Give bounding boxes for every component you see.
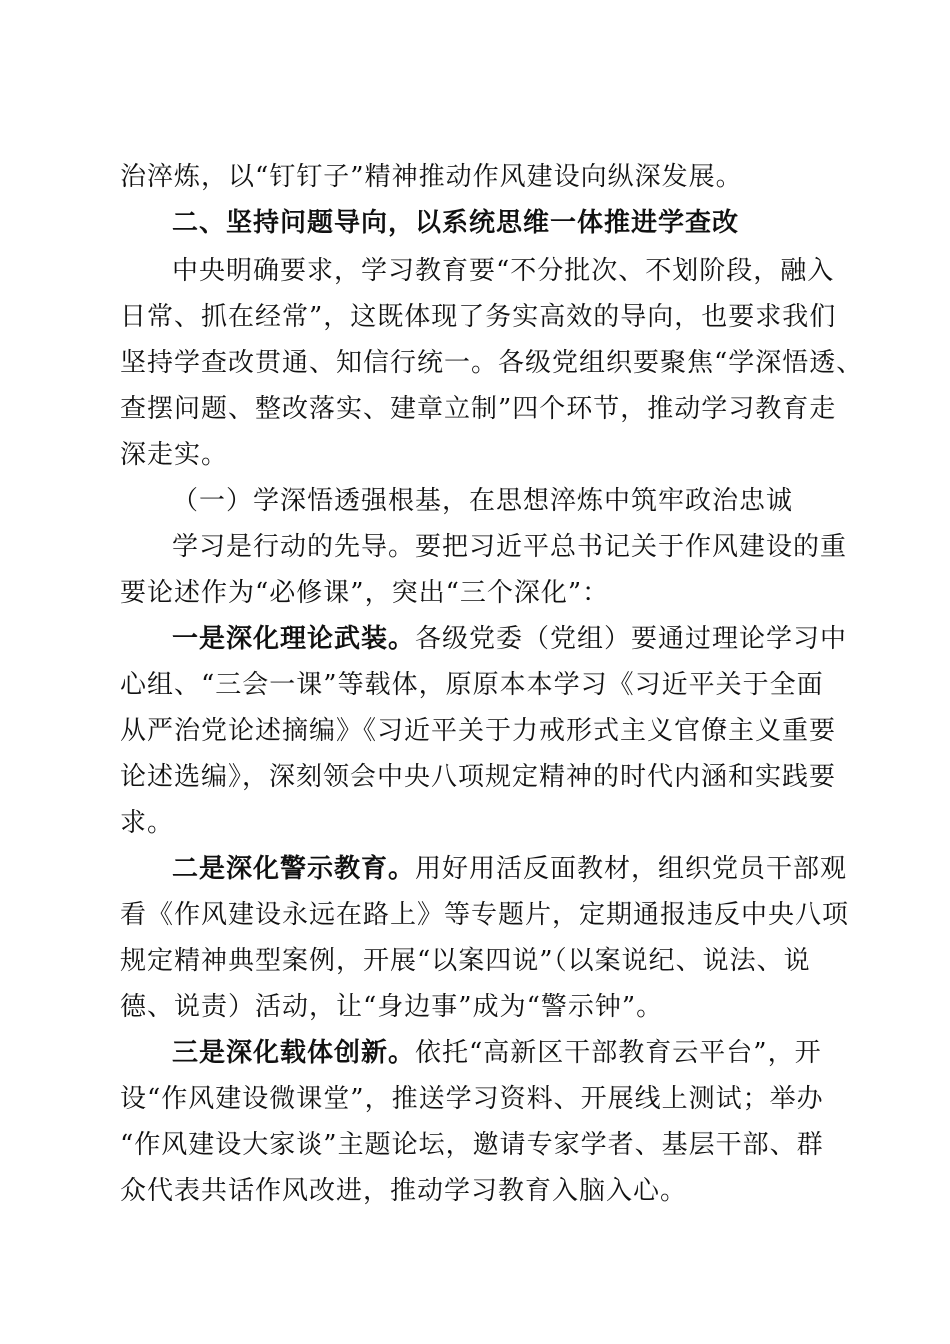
paragraph-text: 用好用活反面教材，组织党员干部观	[415, 854, 848, 884]
paragraph-line: 查摆问题、整改落实、建章立制”四个环节，推动学习教育走	[120, 394, 837, 424]
paragraph-text: 依托“高新区干部教育云平台”，开	[415, 1038, 822, 1068]
paragraph-line: 求。	[120, 808, 175, 838]
paragraph-line: 中央明确要求，学习教育要“不分批次、不划阶段，融入	[172, 256, 835, 286]
paragraph-line: 学习是行动的先导。要把习近平总书记关于作风建设的重	[172, 532, 848, 562]
paragraph-line: 坚持学查改贯通、知信行统一。各级党组织要聚焦“学深悟透、	[120, 348, 864, 378]
section-heading: 二、坚持问题导向，以系统思维一体推进学查改	[172, 208, 740, 238]
paragraph-line: 治淬炼，以“钉钉子”精神推动作风建设向纵深发展。	[120, 162, 743, 192]
paragraph-line: “作风建设大家谈”主题论坛，邀请专家学者、基层干部、群	[120, 1130, 824, 1160]
lead-phrase: 三是深化载体创新。	[172, 1038, 416, 1068]
paragraph-line: 规定精神典型案例，开展“以案四说”（以案说纪、说法、说	[120, 946, 811, 976]
paragraph-line: 从严治党论述摘编》《习近平关于力戒形式主义官僚主义重要	[120, 716, 837, 746]
paragraph-text: 各级党委（党组）要通过理论学习中	[415, 624, 848, 654]
paragraph-line: 日常、抓在经常”，这既体现了务实高效的导向，也要求我们	[120, 302, 837, 332]
paragraph-line: 深走实。	[120, 440, 229, 470]
paragraph-line	[172, 1036, 830, 1070]
subsection-heading: （一）学深悟透强根基，在思想淬炼中筑牢政治忠诚	[172, 486, 794, 516]
paragraph-line: 心组、“三会一课”等载体，原原本本学习《习近平关于全面	[120, 670, 824, 700]
lead-phrase: 一是深化理论武装。	[172, 624, 416, 654]
paragraph-line	[172, 622, 848, 656]
paragraph-line: 众代表共话作风改进，推动学习教育入脑入心。	[120, 1176, 688, 1206]
paragraph-line: 德、说责）活动，让“身边事”成为“警示钟”。	[120, 992, 664, 1022]
paragraph-line: 设“作风建设微课堂”，推送学习资料、开展线上测试；举办	[120, 1084, 824, 1114]
paragraph-line	[172, 852, 848, 886]
paragraph-line: 要论述作为“必修课”，突出“三个深化”：	[120, 578, 610, 608]
paragraph-line: 看《作风建设永远在路上》等专题片，定期通报违反中央八项	[120, 900, 850, 930]
paragraph-line: 论述选编》，深刻领会中央八项规定精神的时代内涵和实践要	[120, 762, 837, 792]
lead-phrase: 二是深化警示教育。	[172, 854, 416, 884]
